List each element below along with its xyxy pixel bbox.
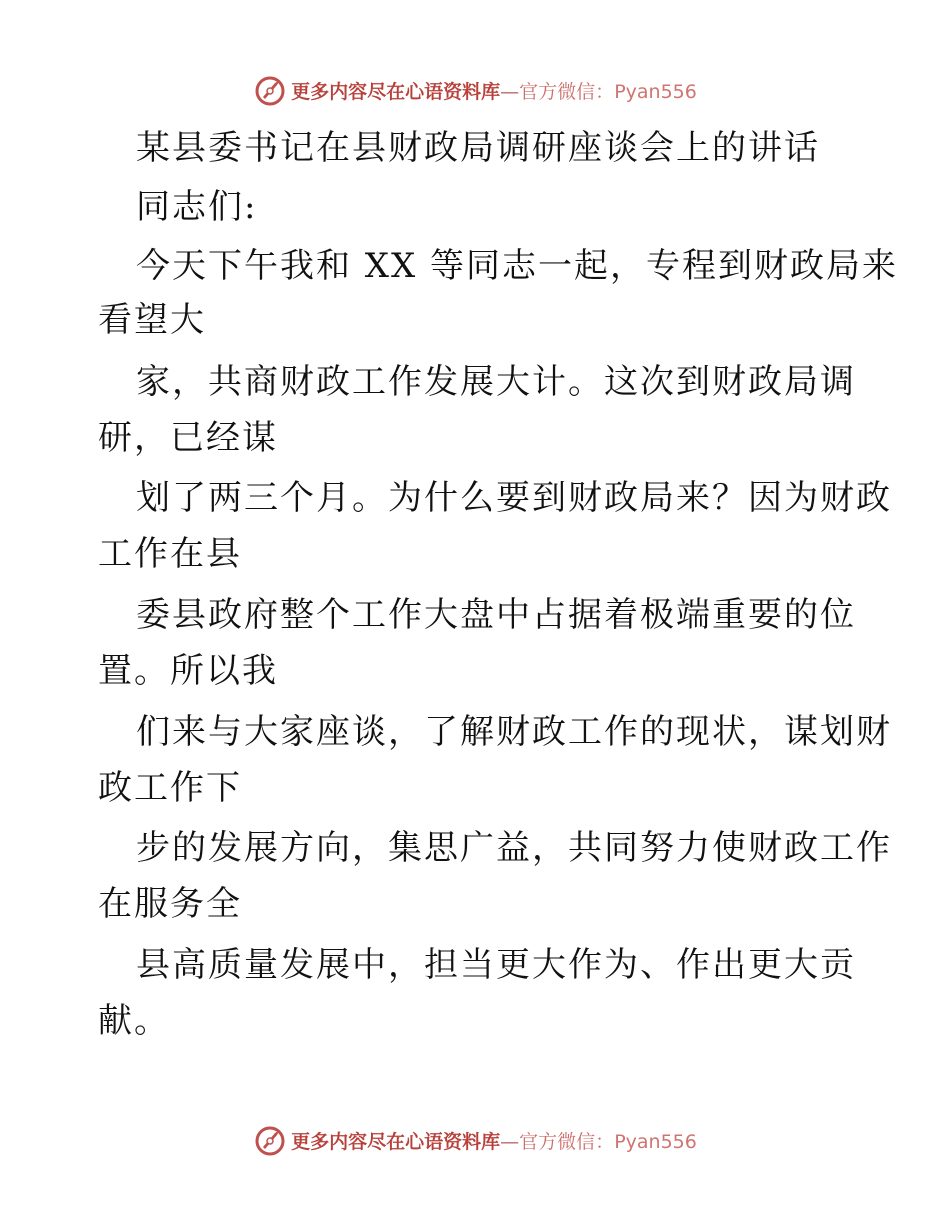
banner-wechat-id: Pyan556 [614,80,697,103]
document-title: 某县委书记在县财政局调研座谈会上的讲话 [136,128,820,168]
paragraph-line: 家，共商财政工作发展大计。这次到财政局调 [136,362,856,402]
paragraph-line: 委县政府整个工作大盘中占据着极端重要的位 [136,595,856,635]
paragraph-line: 政工作下 [98,768,242,808]
banner-wechat-id: Pyan556 [614,1130,697,1153]
footer-banner [0,1120,950,1160]
paragraph-line: 献。 [98,1001,170,1041]
paragraph-line: 划了两三个月。为什么要到财政局来？因为财政 [136,478,892,518]
paragraph-line: 县高质量发展中，担当更大作为、作出更大贡 [136,945,856,985]
paragraph-line: 看望大 [98,300,206,340]
paragraph-line: 今天下午我和 XX 等同志一起，专程到财政局来 [136,246,899,286]
banner-label-text: 官方微信： [519,80,615,103]
banner-main-text: 更多内容尽在心语资料库 [291,1130,501,1153]
paragraph-line: 们来与大家座谈，了解财政工作的现状，谋划财 [136,712,892,752]
pen-logo-icon [253,1123,287,1157]
header-banner [0,70,950,110]
banner-text [291,1127,697,1154]
salutation: 同志们: [136,187,258,227]
paragraph-line: 在服务全 [98,884,242,924]
banner-dash: — [500,1130,520,1153]
pen-logo-icon [253,73,287,107]
paragraph-line: 置。所以我 [98,651,278,691]
banner-text [291,77,697,104]
banner-label-text: 官方微信： [519,1130,615,1153]
banner-dash: — [500,80,520,103]
paragraph-line: 工作在县 [98,534,242,574]
paragraph-line: 研，已经谋 [98,418,278,458]
paragraph-line: 步的发展方向，集思广益，共同努力使财政工作 [136,828,892,868]
banner-main-text: 更多内容尽在心语资料库 [291,80,501,103]
